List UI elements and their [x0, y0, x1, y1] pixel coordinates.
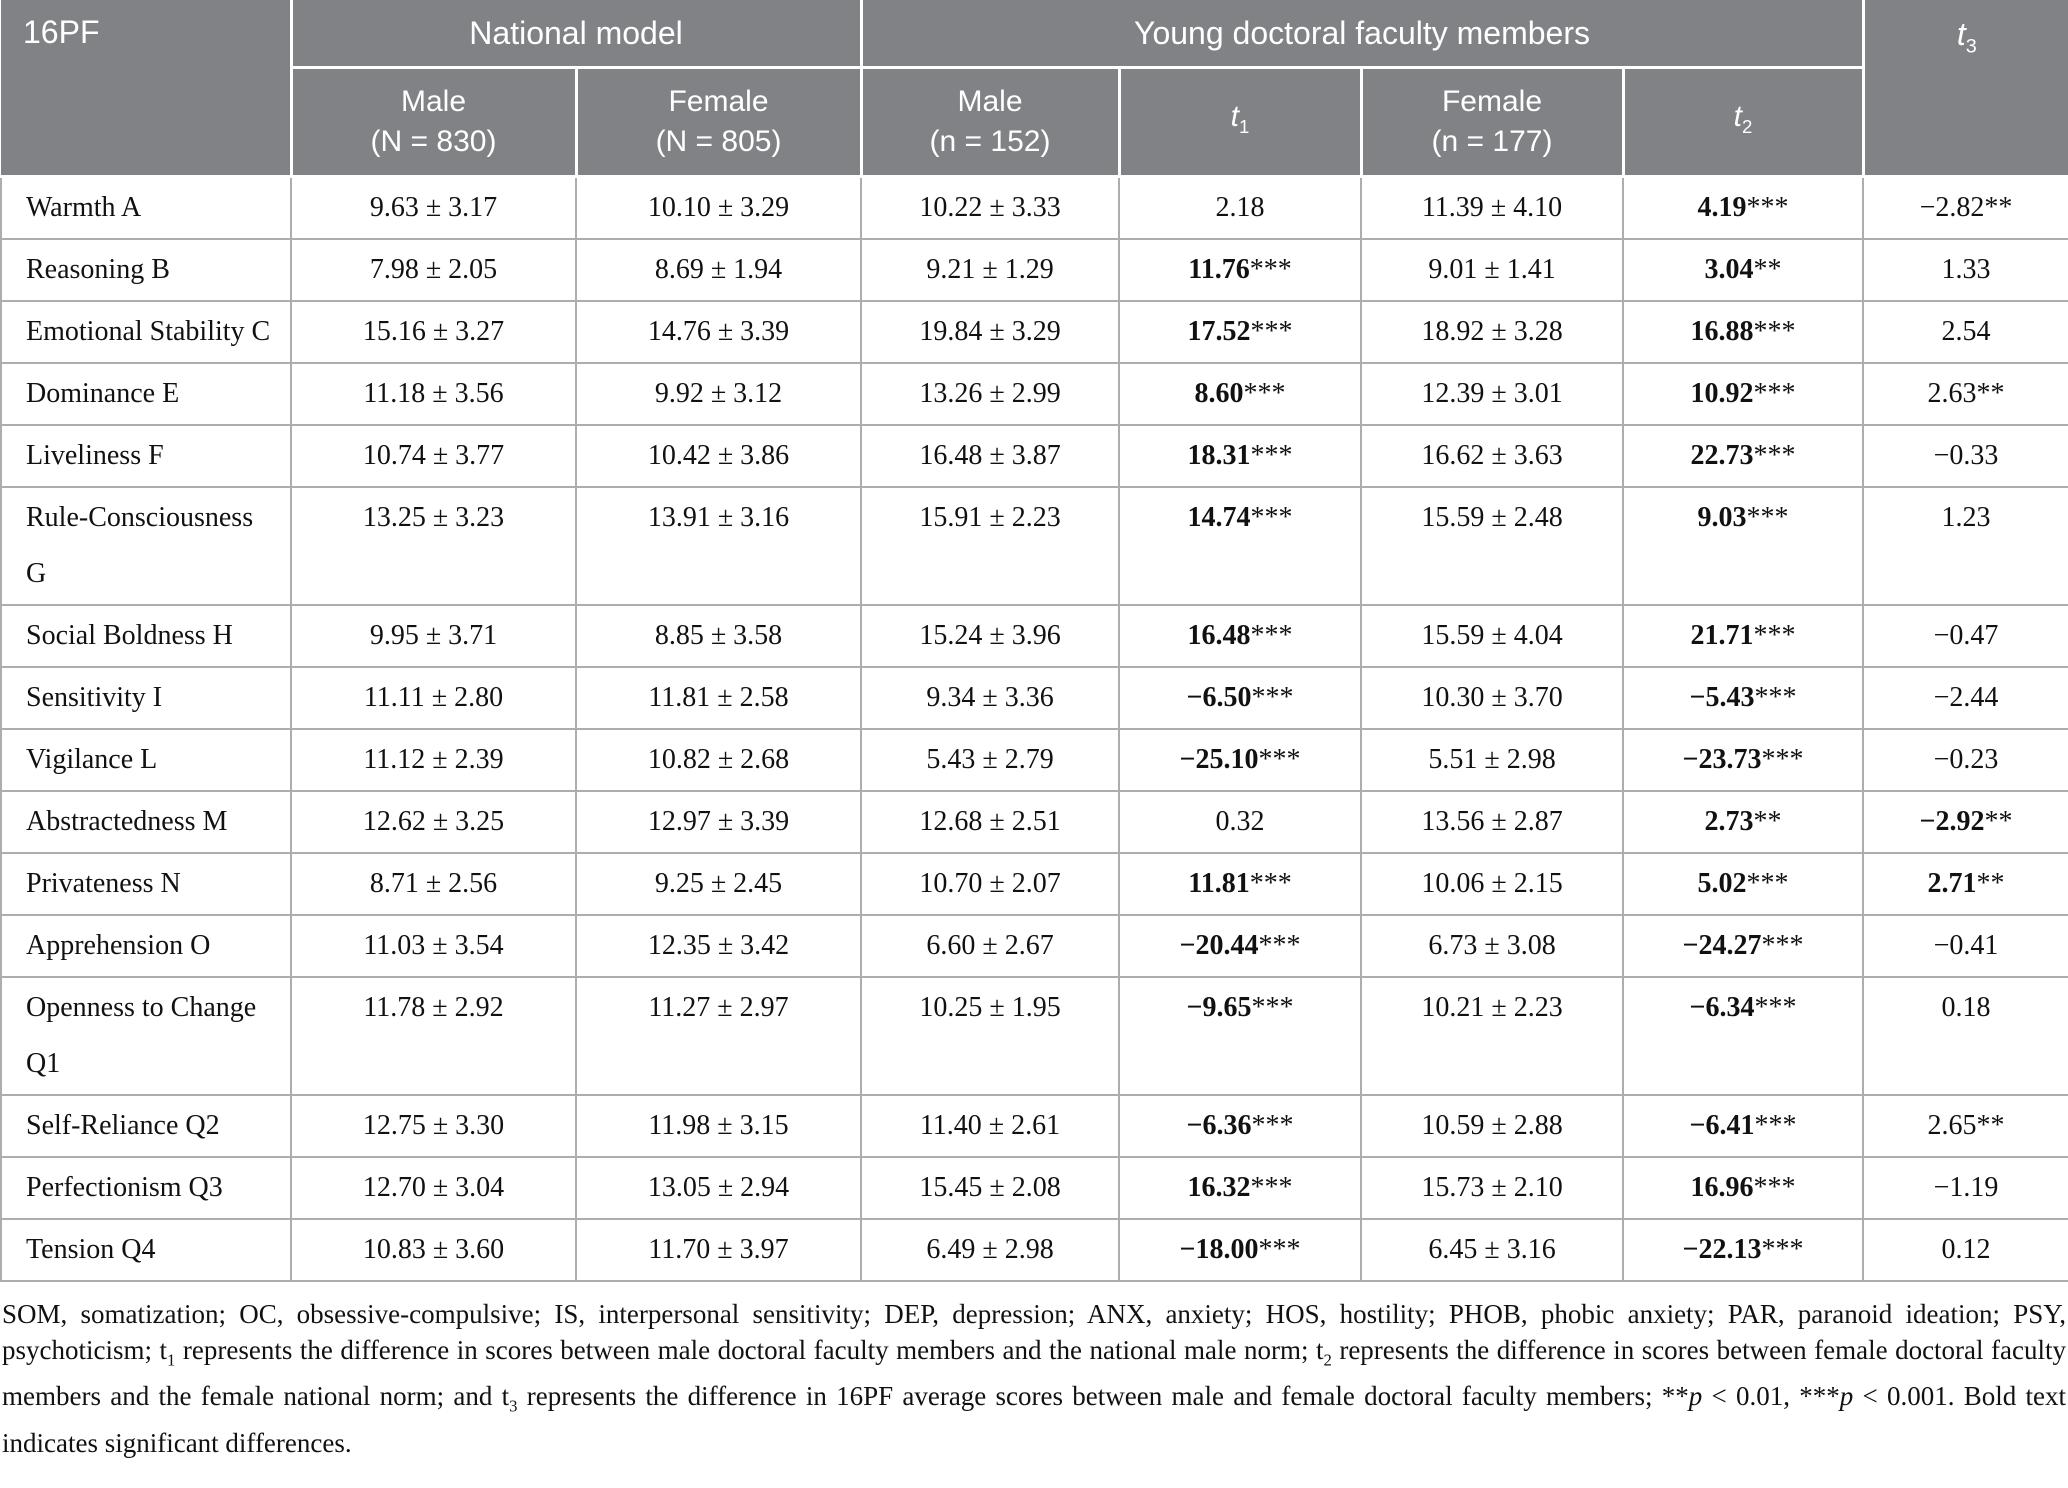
cell-t3 [1863, 853, 2068, 915]
header-t1 [1119, 68, 1361, 177]
significance-stars: ** [1753, 254, 1782, 285]
cell-national-female: 11.27 ± 2.97 [576, 977, 861, 1095]
cell-young-male: 15.24 ± 3.96 [861, 605, 1119, 667]
cell-national-female: 13.91 ± 3.16 [576, 487, 861, 605]
t-value: −22.13 [1682, 1234, 1762, 1265]
cell-t2 [1623, 177, 1863, 240]
cell-national-female: 10.82 ± 2.68 [576, 729, 861, 791]
cell-t3 [1863, 1095, 2068, 1157]
table-row [1, 605, 2068, 667]
t-value: −2.92 [1919, 806, 1985, 837]
significance-stars: *** [1250, 316, 1293, 347]
t3-symbol: $t_3$ [1956, 16, 1977, 58]
significance-stars: *** [1251, 1110, 1294, 1141]
significance-stars: *** [1761, 930, 1804, 961]
table-row [1, 239, 2068, 301]
t-value: 10.92 [1690, 378, 1754, 409]
cell-young-male: 15.91 ± 2.23 [861, 487, 1119, 605]
cell-young-female: 16.62 ± 3.63 [1361, 425, 1623, 487]
t-value: 9.03 [1697, 502, 1747, 533]
cell-young-male: 15.45 ± 2.08 [861, 1157, 1119, 1219]
t-value: −6.34 [1689, 992, 1755, 1023]
cell-young-female: 13.56 ± 2.87 [1361, 791, 1623, 853]
cell-national-female: 10.42 ± 3.86 [576, 425, 861, 487]
significance-stars: *** [1753, 620, 1796, 651]
cell-young-male: 13.26 ± 2.99 [861, 363, 1119, 425]
significance-stars: ** [1753, 806, 1782, 837]
table-row [1, 853, 2068, 915]
t-value: 0.12 [1941, 1234, 1991, 1265]
cell-national-male: 9.95 ± 3.71 [291, 605, 576, 667]
t-value: 17.52 [1187, 316, 1251, 347]
cell-young-male: 10.25 ± 1.95 [861, 977, 1119, 1095]
cell-t1 [1119, 363, 1361, 425]
factor-label: Vigilance L [1, 729, 291, 791]
cell-t1 [1119, 977, 1361, 1095]
table-header [1, 0, 2068, 177]
cell-young-male: 6.49 ± 2.98 [861, 1219, 1119, 1281]
header-young-male: Male (n = 152) [861, 68, 1119, 177]
significance-stars: *** [1258, 744, 1301, 775]
cell-national-male: 8.71 ± 2.56 [291, 853, 576, 915]
cell-national-male: 11.78 ± 2.92 [291, 977, 576, 1095]
header-16pf: 16PF [1, 0, 291, 177]
cell-national-male: 13.25 ± 3.23 [291, 487, 576, 605]
cell-national-male: 11.11 ± 2.80 [291, 667, 576, 729]
significance-stars: *** [1250, 440, 1293, 471]
cell-national-female: 9.92 ± 3.12 [576, 363, 861, 425]
cell-t2 [1623, 363, 1863, 425]
factor-label: Tension Q4 [1, 1219, 291, 1281]
cell-t2 [1623, 1157, 1863, 1219]
t-value: −2.44 [1933, 682, 1999, 713]
t-value: −1.19 [1933, 1172, 1999, 1203]
cell-t2 [1623, 1095, 1863, 1157]
table-row [1, 301, 2068, 363]
table-row [1, 667, 2068, 729]
significance-stars: ** [1976, 378, 2005, 409]
table-row [1, 425, 2068, 487]
cell-young-female: 18.92 ± 3.28 [1361, 301, 1623, 363]
cell-national-male: 12.62 ± 3.25 [291, 791, 576, 853]
t-value: 21.71 [1690, 620, 1754, 651]
cell-young-female: 10.30 ± 3.70 [1361, 667, 1623, 729]
t-value: −23.73 [1682, 744, 1762, 775]
cell-young-female: 10.59 ± 2.88 [1361, 1095, 1623, 1157]
significance-stars: *** [1249, 254, 1292, 285]
header-t3 [1863, 0, 2068, 177]
cell-young-female: 6.73 ± 3.08 [1361, 915, 1623, 977]
t-value: −5.43 [1689, 682, 1755, 713]
header-row-groups [1, 0, 2068, 68]
cell-t3 [1863, 363, 2068, 425]
factor-label: Privateness N [1, 853, 291, 915]
cell-national-female: 14.76 ± 3.39 [576, 301, 861, 363]
cell-t3 [1863, 791, 2068, 853]
cell-national-male: 10.83 ± 3.60 [291, 1219, 576, 1281]
cell-t1 [1119, 487, 1361, 605]
significance-stars: *** [1250, 620, 1293, 651]
factor-label: Abstractedness M [1, 791, 291, 853]
significance-stars: *** [1754, 992, 1797, 1023]
cell-national-female: 9.25 ± 2.45 [576, 853, 861, 915]
header-national-female: Female (N = 805) [576, 68, 861, 177]
cell-national-female: 11.81 ± 2.58 [576, 667, 861, 729]
table-body [1, 177, 2068, 1282]
t-value: 2.63 [1927, 378, 1977, 409]
table-row [1, 791, 2068, 853]
significance-stars: *** [1243, 378, 1286, 409]
t-value: −0.47 [1933, 620, 1999, 651]
significance-stars: *** [1753, 378, 1796, 409]
t-value: 11.81 [1188, 868, 1250, 899]
t-value: −18.00 [1179, 1234, 1259, 1265]
factor-label: Apprehension O [1, 915, 291, 977]
t-value: −0.33 [1933, 440, 1999, 471]
cell-national-male: 11.18 ± 3.56 [291, 363, 576, 425]
header-row-subcolumns [1, 68, 2068, 177]
significance-stars: *** [1249, 868, 1292, 899]
significance-stars: *** [1761, 744, 1804, 775]
cell-national-male: 12.70 ± 3.04 [291, 1157, 576, 1219]
cell-t2 [1623, 487, 1863, 605]
cell-young-male: 10.22 ± 3.33 [861, 177, 1119, 240]
cell-young-female: 5.51 ± 2.98 [1361, 729, 1623, 791]
t1-symbol: $t_1$ [1230, 100, 1250, 137]
cell-young-female: 11.39 ± 4.10 [1361, 177, 1623, 240]
significance-stars: ** [1976, 1110, 2005, 1141]
cell-national-male: 12.75 ± 3.30 [291, 1095, 576, 1157]
header-t2 [1623, 68, 1863, 177]
t-value: −6.41 [1689, 1110, 1755, 1141]
cell-young-male: 12.68 ± 2.51 [861, 791, 1119, 853]
cell-national-female: 11.70 ± 3.97 [576, 1219, 861, 1281]
cell-t1 [1119, 177, 1361, 240]
significance-stars: *** [1753, 316, 1796, 347]
table-row [1, 977, 2068, 1095]
factor-label: Perfectionism Q3 [1, 1157, 291, 1219]
t-value: 16.96 [1690, 1172, 1754, 1203]
cell-t3 [1863, 977, 2068, 1095]
t-value: 2.54 [1941, 316, 1991, 347]
t-value: 0.18 [1941, 992, 1991, 1023]
cell-young-male: 11.40 ± 2.61 [861, 1095, 1119, 1157]
t2-symbol: $t_2$ [1733, 100, 1753, 137]
cell-national-female: 13.05 ± 2.94 [576, 1157, 861, 1219]
factor-label: Dominance E [1, 363, 291, 425]
cell-young-male: 16.48 ± 3.87 [861, 425, 1119, 487]
cell-young-male: 9.34 ± 3.36 [861, 667, 1119, 729]
cell-t2 [1623, 853, 1863, 915]
factor-label: Warmth A [1, 177, 291, 240]
t-value: 2.65 [1927, 1110, 1977, 1141]
cell-t1 [1119, 1219, 1361, 1281]
cell-t1 [1119, 1095, 1361, 1157]
cell-young-male: 9.21 ± 1.29 [861, 239, 1119, 301]
cell-t2 [1623, 301, 1863, 363]
cell-t2 [1623, 605, 1863, 667]
t-value: −0.41 [1933, 930, 1999, 961]
cell-national-female: 8.69 ± 1.94 [576, 239, 861, 301]
cell-t3 [1863, 729, 2068, 791]
t-value: 16.88 [1690, 316, 1754, 347]
t-value: −9.65 [1186, 992, 1252, 1023]
t-value: 2.71 [1927, 868, 1977, 899]
cell-young-female: 12.39 ± 3.01 [1361, 363, 1623, 425]
significance-stars: *** [1251, 992, 1294, 1023]
factor-label: Social Boldness H [1, 605, 291, 667]
cell-national-female: 12.97 ± 3.39 [576, 791, 861, 853]
cell-t1 [1119, 915, 1361, 977]
t-value: −25.10 [1179, 744, 1259, 775]
factor-label: Openness to Change Q1 [1, 977, 291, 1095]
significance-stars: *** [1753, 440, 1796, 471]
significance-stars: *** [1746, 192, 1789, 223]
cell-national-female: 12.35 ± 3.42 [576, 915, 861, 977]
significance-stars: ** [1976, 868, 2005, 899]
t-value: 11.76 [1188, 254, 1250, 285]
cell-t3 [1863, 425, 2068, 487]
t-value: 5.02 [1697, 868, 1747, 899]
t-value: 1.23 [1941, 502, 1991, 533]
cell-t2 [1623, 977, 1863, 1095]
significance-stars: *** [1258, 1234, 1301, 1265]
cell-national-male: 11.12 ± 2.39 [291, 729, 576, 791]
cell-t3 [1863, 487, 2068, 605]
table-row [1, 915, 2068, 977]
table-row [1, 177, 2068, 240]
cell-young-female: 6.45 ± 3.16 [1361, 1219, 1623, 1281]
header-young-female: Female (n = 177) [1361, 68, 1623, 177]
significance-stars: *** [1250, 502, 1293, 533]
cell-young-male: 5.43 ± 2.79 [861, 729, 1119, 791]
t-value: 8.60 [1194, 378, 1244, 409]
t-value: 1.33 [1941, 254, 1991, 285]
cell-national-male: 10.74 ± 3.77 [291, 425, 576, 487]
header-group-young-doctoral: Young doctoral faculty members [861, 0, 1863, 68]
table-row [1, 1157, 2068, 1219]
significance-stars: *** [1753, 1172, 1796, 1203]
table-row [1, 729, 2068, 791]
cell-young-female: 9.01 ± 1.41 [1361, 239, 1623, 301]
t-value: −6.36 [1186, 1110, 1252, 1141]
cell-t1 [1119, 425, 1361, 487]
cell-t3 [1863, 177, 2068, 240]
significance-stars: *** [1258, 930, 1301, 961]
table-row [1, 1095, 2068, 1157]
cell-t1 [1119, 239, 1361, 301]
cell-t1 [1119, 1157, 1361, 1219]
significance-stars: ** [1984, 192, 2013, 223]
cell-t1 [1119, 729, 1361, 791]
cell-national-male: 7.98 ± 2.05 [291, 239, 576, 301]
factor-label: Liveliness F [1, 425, 291, 487]
cell-t3 [1863, 301, 2068, 363]
cell-young-male: 6.60 ± 2.67 [861, 915, 1119, 977]
cell-national-female: 11.98 ± 3.15 [576, 1095, 861, 1157]
cell-t2 [1623, 729, 1863, 791]
cell-young-female: 10.21 ± 2.23 [1361, 977, 1623, 1095]
t-value: 0.32 [1215, 806, 1265, 837]
cell-t2 [1623, 1219, 1863, 1281]
t-value: 2.18 [1215, 192, 1265, 223]
cell-t1 [1119, 667, 1361, 729]
cell-t3 [1863, 1157, 2068, 1219]
header-national-male: Male (N = 830) [291, 68, 576, 177]
cell-t3 [1863, 605, 2068, 667]
factor-label: Rule-Consciousness G [1, 487, 291, 605]
significance-stars: *** [1761, 1234, 1804, 1265]
header-group-national-model: National model [291, 0, 861, 68]
cell-national-male: 9.63 ± 3.17 [291, 177, 576, 240]
cell-young-male: 19.84 ± 3.29 [861, 301, 1119, 363]
cell-t3 [1863, 915, 2068, 977]
significance-stars: *** [1754, 1110, 1797, 1141]
cell-t1 [1119, 301, 1361, 363]
t-value: 2.73 [1704, 806, 1754, 837]
cell-t3 [1863, 239, 2068, 301]
table-row [1, 487, 2068, 605]
cell-t1 [1119, 605, 1361, 667]
t-value: 16.32 [1187, 1172, 1251, 1203]
cell-national-female: 10.10 ± 3.29 [576, 177, 861, 240]
t-value: −2.82 [1919, 192, 1985, 223]
cell-t2 [1623, 915, 1863, 977]
cell-young-female: 15.73 ± 2.10 [1361, 1157, 1623, 1219]
t-value: 14.74 [1187, 502, 1251, 533]
factor-label: Reasoning B [1, 239, 291, 301]
t-value: −0.23 [1933, 744, 1999, 775]
cell-t2 [1623, 791, 1863, 853]
cell-young-male: 10.70 ± 2.07 [861, 853, 1119, 915]
cell-t3 [1863, 667, 2068, 729]
t-value: −6.50 [1186, 682, 1252, 713]
cell-young-female: 15.59 ± 2.48 [1361, 487, 1623, 605]
table-row [1, 363, 2068, 425]
table-footnote: SOM, somatization; OC, obsessive-compulsive; IS, interpersonal sensitivity; DEP, depression; ANX, anxiety; HOS, hostility; PHOB, phobic anxiety; PAR, paranoid ideation; PSY, psychoticism; $t_1$ represents the difference in scores between male doctoral faculty members and the national male norm; $t_2$ represents the difference in scores between female doctoral faculty members and the female national norm; and $t_3$ represents the difference in 16PF average scores between male and female doctoral faculty members; **p < 0.01, ***p < 0.001. Bold text indicates significant differences. [2, 1299, 2066, 1458]
cell-t2 [1623, 239, 1863, 301]
t-value: 18.31 [1187, 440, 1251, 471]
cell-national-male: 15.16 ± 3.27 [291, 301, 576, 363]
table-row [1, 1219, 2068, 1281]
significance-stars: *** [1746, 868, 1789, 899]
cell-t3 [1863, 1219, 2068, 1281]
t-value: 4.19 [1697, 192, 1747, 223]
cell-young-female: 15.59 ± 4.04 [1361, 605, 1623, 667]
t-value: 16.48 [1187, 620, 1251, 651]
factor-label: Sensitivity I [1, 667, 291, 729]
t-value: 22.73 [1690, 440, 1754, 471]
factor-label: Emotional Stability C [1, 301, 291, 363]
cell-national-female: 8.85 ± 3.58 [576, 605, 861, 667]
factor-label: Self-Reliance Q2 [1, 1095, 291, 1157]
significance-stars: *** [1746, 502, 1789, 533]
cell-t2 [1623, 667, 1863, 729]
significance-stars: *** [1754, 682, 1797, 713]
cell-t1 [1119, 791, 1361, 853]
cell-t2 [1623, 425, 1863, 487]
t-value: 3.04 [1704, 254, 1754, 285]
cell-national-male: 11.03 ± 3.54 [291, 915, 576, 977]
significance-stars: *** [1251, 682, 1294, 713]
cell-young-female: 10.06 ± 2.15 [1361, 853, 1623, 915]
cell-t1 [1119, 853, 1361, 915]
t-value: −24.27 [1682, 930, 1762, 961]
t-value: −20.44 [1179, 930, 1259, 961]
significance-stars: ** [1984, 806, 2013, 837]
significance-stars: *** [1250, 1172, 1293, 1203]
